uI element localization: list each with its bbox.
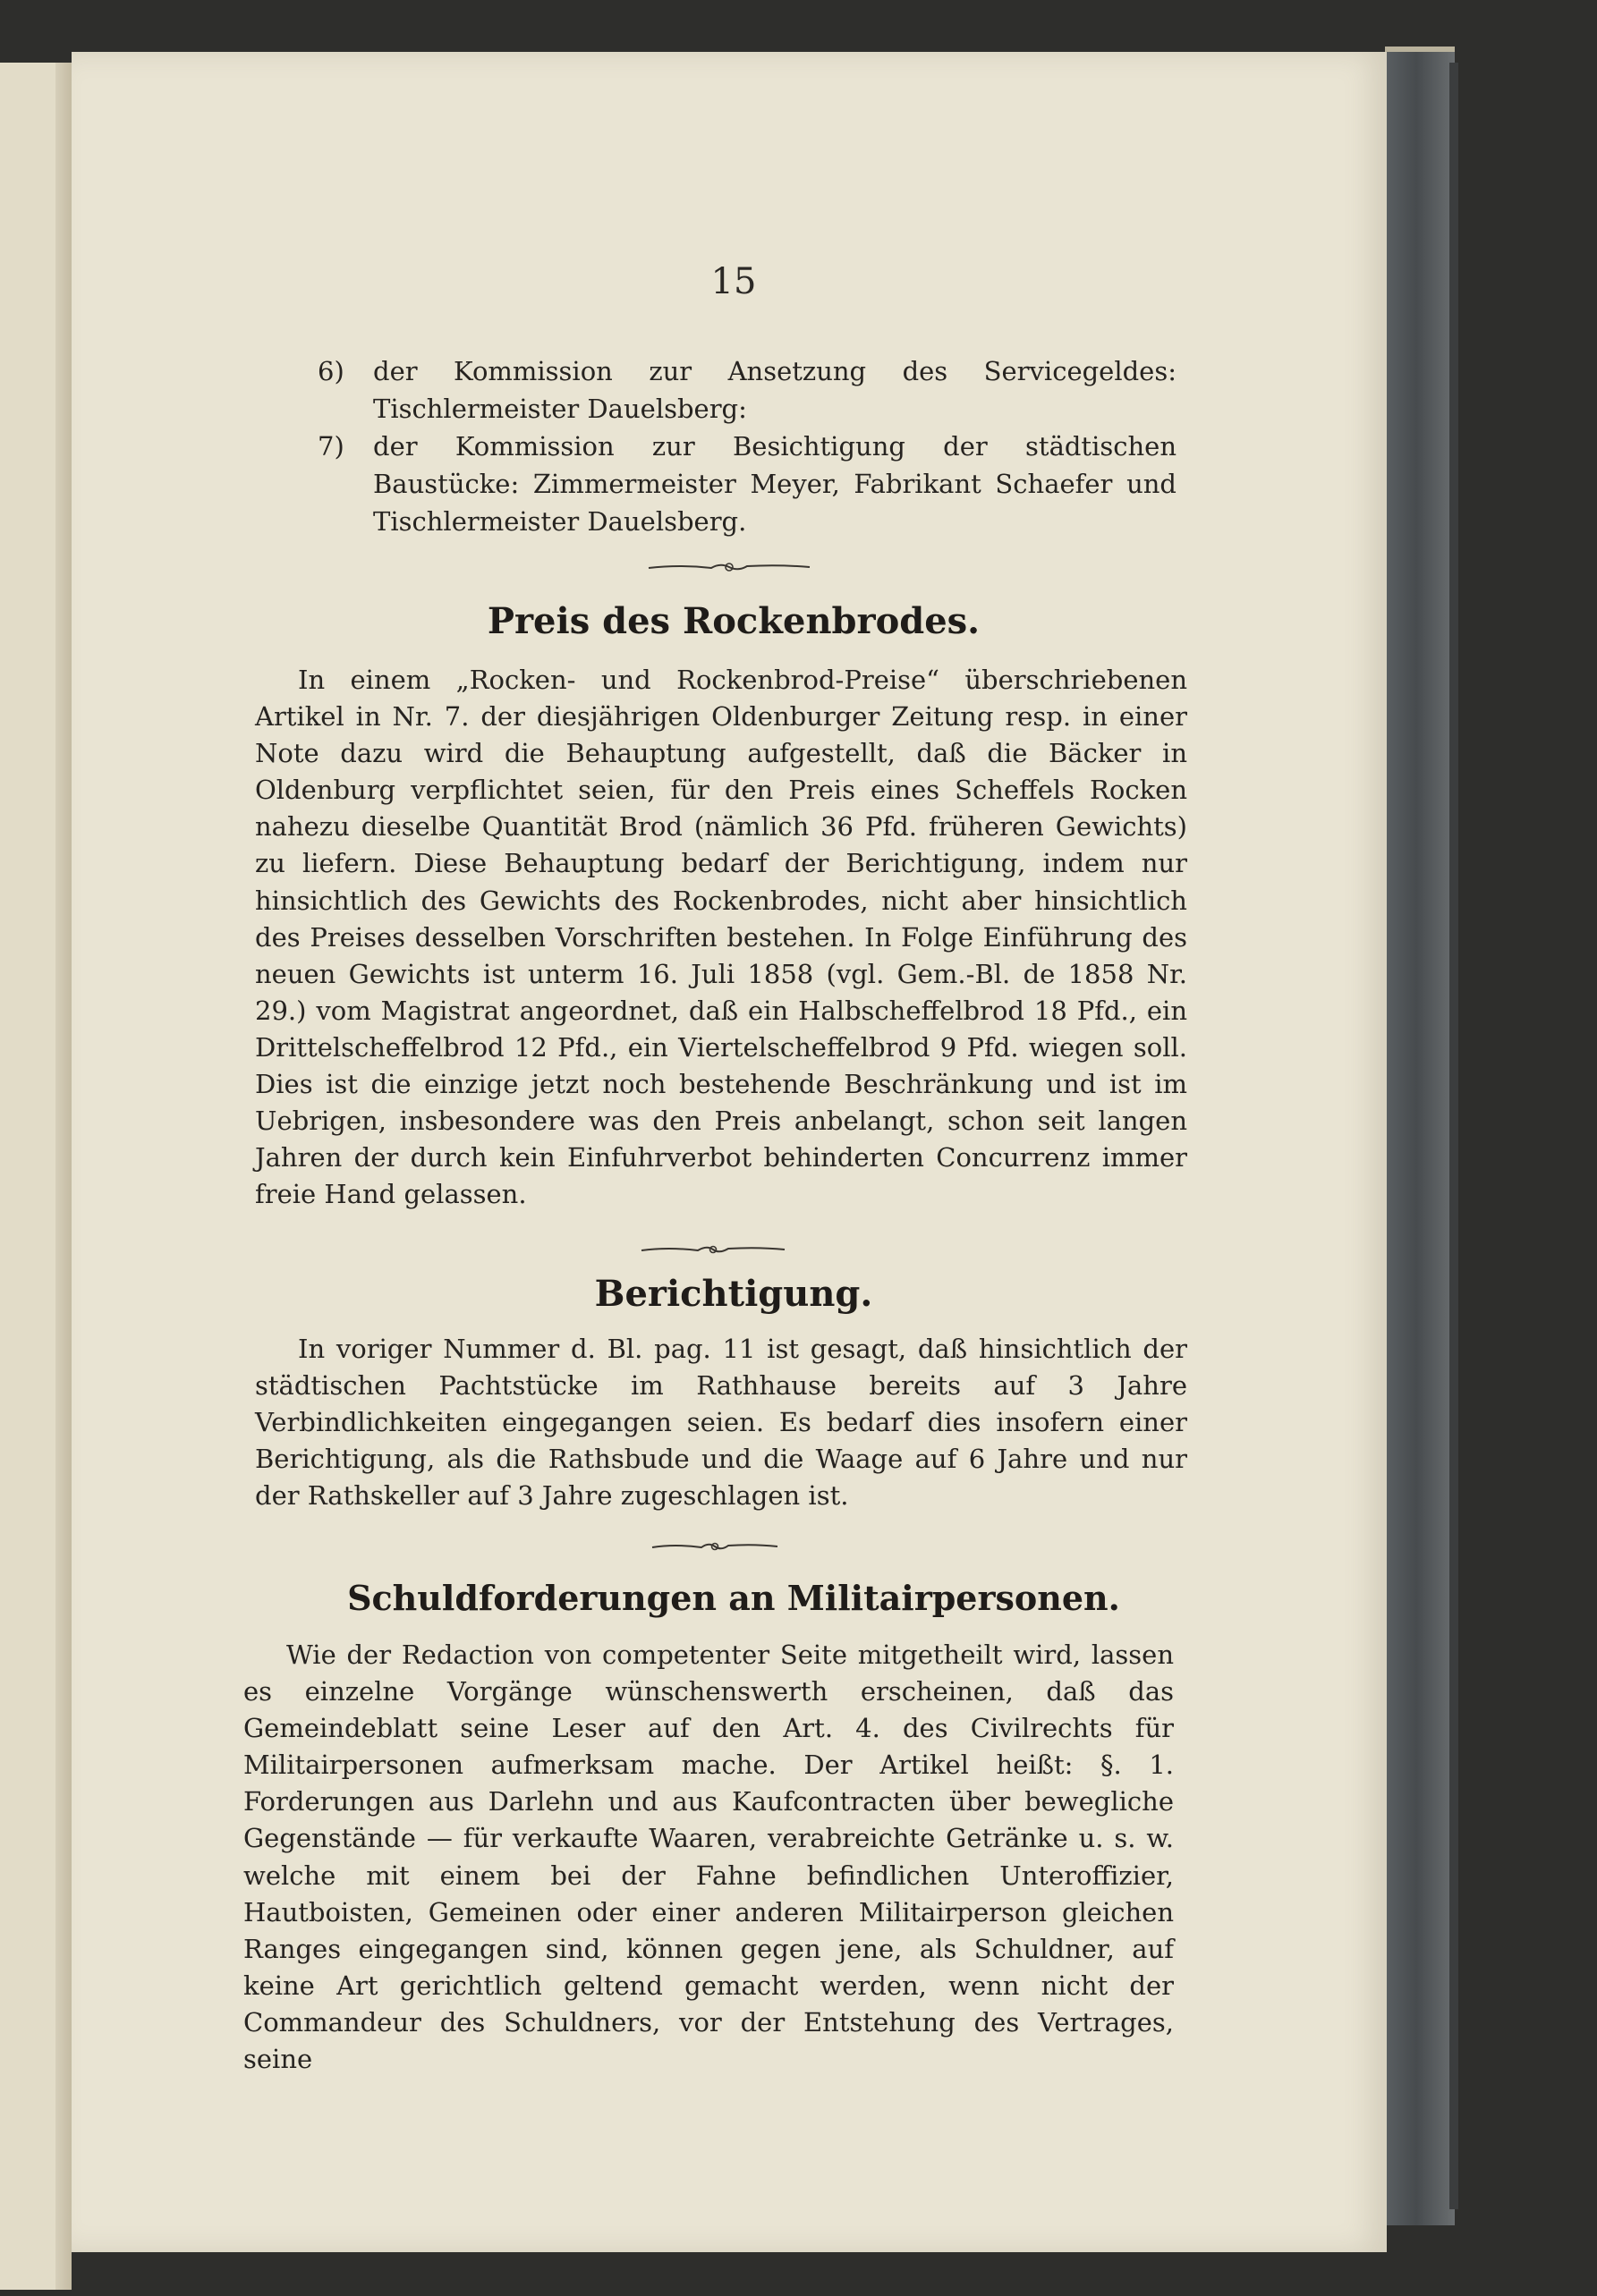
commission-list — [318, 352, 1177, 540]
section-heading: Preis des Rockenbrodes. — [487, 600, 981, 642]
section-divider-ornament — [637, 1243, 789, 1256]
page-number: 15 — [710, 261, 757, 302]
list-item-text: der Kommission zur Besichtigung der städtischen Baustücke: Zimmermeister Meyer, Fabrikant Schaefer und Tischlermeister Dauelsberg. — [373, 431, 1177, 537]
section-heading: Schuldforderungen an Militairpersonen. — [347, 1578, 1120, 1618]
section-paragraph: In einem „Rocken- und Rockenbrod-Preise“ überschriebenen Artikel in Nr. 7. der diesjährigen Oldenburger Zeitung resp. in einer Note dazu wird die Behauptung aufgestellt, daß die Bäcker in Oldenburg verpflichtet seien, für den Preis eines Scheffels Rocken nahezu dieselbe Quantität Brod (nämlich 36 Pfd. früheren Gewichts) zu liefern. Diese Behauptung bedarf der Berichtigung, indem nur hinsichtlich des Gewichts des Rockenbrodes, nicht aber hinsichtlich des Preises desselben Vorschriften bestehen. In Folge Einführung des neuen Gewichts ist unterm 16. Juli 1858 (vgl. Gem.-Bl. de 1858 Nr. 29.) vom Magistrat angeordnet, daß ein Halbscheffelbrod 18 Pfd., ein Drittelscheffelbrod 12 Pfd., ein Viertelscheffelbrod 9 Pfd. wiegen soll. Dies ist die einzige jetzt noch bestehende Beschränkung und ist im Uebrigen, insbesondere was den Preis anbelangt, schon seit langen Jahren der durch kein Einfuhrverbot behinderten Concurrenz immer freie Hand gelassen. — [255, 665, 1187, 1210]
section-paragraph: In voriger Nummer d. Bl. pag. 11 ist gesagt, daß hinsichtlich der städtischen Pachtstücke im Rathhause bereits auf 3 Jahre Verbindlichkeiten eingegangen seien. Es bedarf dies insofern einer Berichtigung, als die Rathsbude und die Waage auf 6 Jahre und nur der Rathskeller auf 3 Jahre zugeschlagen ist. — [255, 1334, 1187, 1512]
book-gutter — [55, 63, 72, 2290]
list-item-number: 6) — [318, 356, 344, 386]
cover-shadow — [1449, 63, 1458, 2209]
list-item-number: 7) — [318, 431, 344, 462]
section-divider-ornament — [648, 1540, 782, 1553]
section-heading: Berichtigung. — [594, 1273, 873, 1315]
flourish-icon — [637, 1243, 789, 1256]
flourish-icon — [648, 1540, 782, 1553]
list-item — [318, 352, 1177, 428]
list-item-text: der Kommission zur Ansetzung des Servicegeldes: Tischlermeister Dauelsberg: — [373, 356, 1177, 424]
section-divider-ornament — [644, 561, 814, 573]
book-cover-edge — [1385, 47, 1455, 2225]
flourish-icon — [644, 561, 814, 573]
section-paragraph: Wie der Redaction von competenter Seite mitgetheilt wird, lassen es einzelne Vorgänge wünschenswerth erscheinen, daß das Gemeindeblatt seine Leser auf den Art. 4. des Civilrechts für Militairpersonen aufmerksam mache. Der Artikel heißt: §. 1. Forderungen aus Darlehn und aus Kaufcontracten über bewegliche Gegenstände — für verkaufte Waaren, verabreichte Getränke u. s. w. welche mit einem bei der Fahne befindlichen Unteroffizier, Hautboisten, Gemeinen oder einer anderen Militairperson gleichen Ranges eingegangen sind, können gegen jene, als Schuldner, auf keine Art gerichtlich geltend gemacht werden, wenn nicht der Commandeur des Schuldners, vor der Entstehung des Vertrages, seine — [243, 1639, 1174, 2075]
list-item — [318, 428, 1177, 540]
